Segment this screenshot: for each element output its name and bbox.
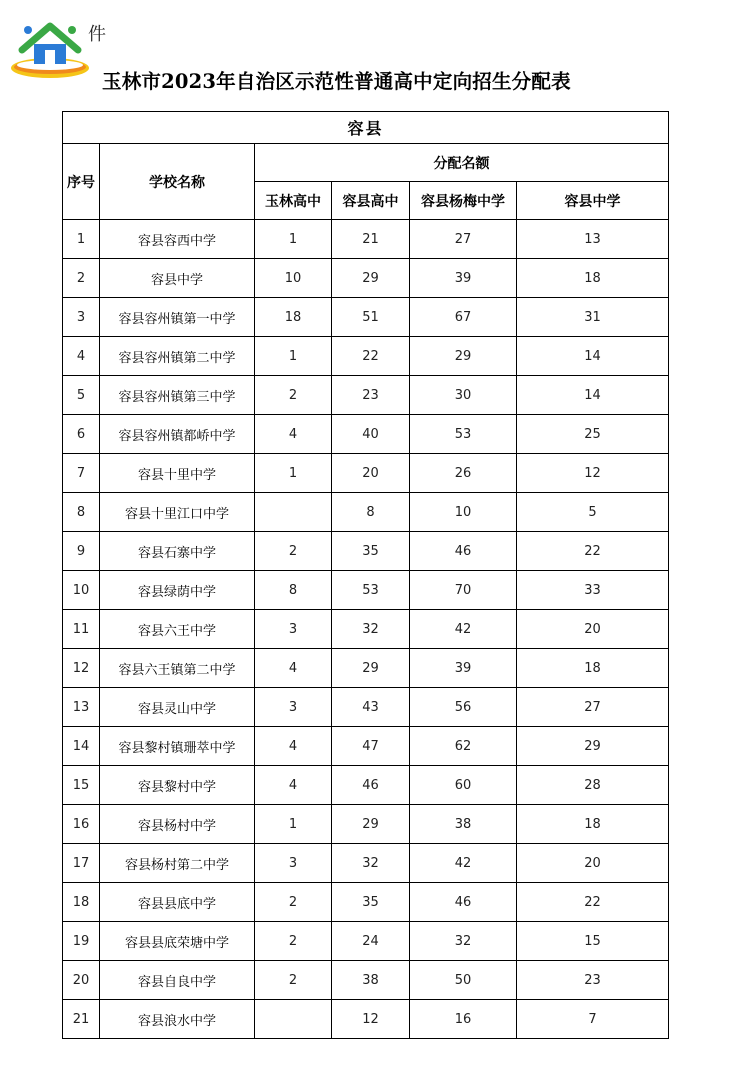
row-quota: 29 [332, 805, 410, 844]
row-quota: 32 [410, 922, 517, 961]
row-school-name: 容县容州镇第一中学 [100, 298, 255, 337]
row-quota: 8 [332, 493, 410, 532]
row-quota: 39 [410, 259, 517, 298]
row-quota: 31 [517, 298, 669, 337]
row-quota: 20 [517, 844, 669, 883]
row-school-name: 容县浪水中学 [100, 1000, 255, 1039]
table-row [63, 259, 669, 298]
row-quota: 40 [332, 415, 410, 454]
row-quota: 14 [517, 337, 669, 376]
row-quota [255, 493, 332, 532]
row-quota: 8 [255, 571, 332, 610]
row-quota: 1 [255, 220, 332, 259]
row-seq: 19 [63, 922, 100, 961]
row-quota: 51 [332, 298, 410, 337]
row-quota: 60 [410, 766, 517, 805]
row-quota: 3 [255, 688, 332, 727]
table-row [63, 649, 669, 688]
row-seq: 3 [63, 298, 100, 337]
row-quota: 32 [332, 610, 410, 649]
row-quota: 22 [517, 883, 669, 922]
row-school-name: 容县县底中学 [100, 883, 255, 922]
row-quota: 25 [517, 415, 669, 454]
row-school-name: 容县杨村第二中学 [100, 844, 255, 883]
row-school-name: 容县中学 [100, 259, 255, 298]
row-quota: 3 [255, 610, 332, 649]
row-quota: 14 [517, 376, 669, 415]
row-quota: 50 [410, 961, 517, 1000]
row-school-name: 容县容州镇都峤中学 [100, 415, 255, 454]
row-quota: 2 [255, 922, 332, 961]
table-row [63, 337, 669, 376]
row-quota: 2 [255, 883, 332, 922]
row-seq: 1 [63, 220, 100, 259]
row-quota: 29 [410, 337, 517, 376]
house-logo-icon [8, 20, 92, 82]
row-quota: 5 [517, 493, 669, 532]
row-seq: 20 [63, 961, 100, 1000]
row-seq: 11 [63, 610, 100, 649]
row-quota: 47 [332, 727, 410, 766]
row-quota: 18 [517, 649, 669, 688]
table-row [63, 1000, 669, 1039]
row-quota: 39 [410, 649, 517, 688]
table-row [63, 961, 669, 1000]
row-quota: 4 [255, 727, 332, 766]
row-quota: 27 [517, 688, 669, 727]
row-seq: 14 [63, 727, 100, 766]
row-school-name: 容县十里中学 [100, 454, 255, 493]
row-quota: 12 [332, 1000, 410, 1039]
table-row [63, 844, 669, 883]
row-quota: 43 [332, 688, 410, 727]
row-quota: 20 [517, 610, 669, 649]
row-seq: 5 [63, 376, 100, 415]
row-quota: 21 [332, 220, 410, 259]
table-row [63, 220, 669, 259]
table-row [63, 610, 669, 649]
row-seq: 4 [63, 337, 100, 376]
row-quota: 10 [410, 493, 517, 532]
table-row [63, 493, 669, 532]
page-title: 玉林市2023年自治区示范性普通高中定向招生分配表 [102, 70, 571, 93]
row-quota: 53 [332, 571, 410, 610]
row-quota: 3 [255, 844, 332, 883]
table-row [63, 571, 669, 610]
allocation-table [62, 111, 669, 1039]
table-row [63, 922, 669, 961]
row-quota: 35 [332, 883, 410, 922]
row-quota: 4 [255, 415, 332, 454]
row-quota: 32 [332, 844, 410, 883]
row-school-name: 容县黎村中学 [100, 766, 255, 805]
row-school-name: 容县杨村中学 [100, 805, 255, 844]
row-quota: 53 [410, 415, 517, 454]
row-quota: 22 [332, 337, 410, 376]
row-quota: 1 [255, 337, 332, 376]
col-school-header: 学校名称 [100, 144, 255, 220]
row-quota: 23 [517, 961, 669, 1000]
row-seq: 9 [63, 532, 100, 571]
row-seq: 16 [63, 805, 100, 844]
row-quota: 18 [517, 259, 669, 298]
row-quota: 70 [410, 571, 517, 610]
row-quota: 1 [255, 805, 332, 844]
row-quota: 28 [517, 766, 669, 805]
row-quota [255, 1000, 332, 1039]
row-quota: 10 [255, 259, 332, 298]
row-school-name: 容县县底荣塘中学 [100, 922, 255, 961]
row-quota: 7 [517, 1000, 669, 1039]
row-quota: 2 [255, 532, 332, 571]
table-row [63, 376, 669, 415]
table-row [63, 883, 669, 922]
table-row [63, 688, 669, 727]
row-seq: 6 [63, 415, 100, 454]
table-row [63, 766, 669, 805]
row-quota: 13 [517, 220, 669, 259]
row-school-name: 容县石寨中学 [100, 532, 255, 571]
table-row [63, 454, 669, 493]
row-quota: 46 [410, 532, 517, 571]
row-quota: 27 [410, 220, 517, 259]
row-quota: 38 [410, 805, 517, 844]
row-school-name: 容县自良中学 [100, 961, 255, 1000]
row-seq: 10 [63, 571, 100, 610]
row-quota: 23 [332, 376, 410, 415]
row-quota: 26 [410, 454, 517, 493]
row-quota: 62 [410, 727, 517, 766]
row-quota: 1 [255, 454, 332, 493]
row-seq: 18 [63, 883, 100, 922]
col-group-header: 分配名额 [255, 144, 669, 182]
row-quota: 42 [410, 844, 517, 883]
row-school-name: 容县绿荫中学 [100, 571, 255, 610]
row-quota: 29 [332, 259, 410, 298]
row-school-name: 容县十里江口中学 [100, 493, 255, 532]
row-seq: 7 [63, 454, 100, 493]
row-school-name: 容县六王中学 [100, 610, 255, 649]
row-quota: 56 [410, 688, 517, 727]
row-quota: 29 [332, 649, 410, 688]
col-target-header: 容县高中 [332, 182, 410, 220]
row-quota: 15 [517, 922, 669, 961]
row-seq: 8 [63, 493, 100, 532]
row-seq: 21 [63, 1000, 100, 1039]
row-seq: 15 [63, 766, 100, 805]
table-row [63, 298, 669, 337]
row-seq: 13 [63, 688, 100, 727]
col-target-header: 玉林高中 [255, 182, 332, 220]
row-quota: 4 [255, 766, 332, 805]
row-quota: 18 [255, 298, 332, 337]
row-school-name: 容县容西中学 [100, 220, 255, 259]
row-seq: 12 [63, 649, 100, 688]
row-school-name: 容县容州镇第二中学 [100, 337, 255, 376]
row-school-name: 容县黎村镇珊萃中学 [100, 727, 255, 766]
row-quota: 29 [517, 727, 669, 766]
row-seq: 2 [63, 259, 100, 298]
row-quota: 4 [255, 649, 332, 688]
row-quota: 46 [332, 766, 410, 805]
col-target-header: 容县杨梅中学 [410, 182, 517, 220]
col-target-header: 容县中学 [517, 182, 669, 220]
row-quota: 35 [332, 532, 410, 571]
table-row [63, 532, 669, 571]
row-quota: 30 [410, 376, 517, 415]
table-row [63, 805, 669, 844]
row-seq: 17 [63, 844, 100, 883]
col-seq-header: 序号 [63, 144, 100, 220]
row-school-name: 容县灵山中学 [100, 688, 255, 727]
county-header: 容县 [63, 112, 669, 144]
row-quota: 24 [332, 922, 410, 961]
row-quota: 2 [255, 961, 332, 1000]
table-row [63, 415, 669, 454]
row-school-name: 容县六王镇第二中学 [100, 649, 255, 688]
table-row [63, 727, 669, 766]
row-quota: 16 [410, 1000, 517, 1039]
row-quota: 12 [517, 454, 669, 493]
row-quota: 67 [410, 298, 517, 337]
row-quota: 46 [410, 883, 517, 922]
row-quota: 33 [517, 571, 669, 610]
attachment-label: 件 [88, 24, 106, 45]
row-quota: 38 [332, 961, 410, 1000]
row-quota: 42 [410, 610, 517, 649]
row-quota: 22 [517, 532, 669, 571]
row-quota: 20 [332, 454, 410, 493]
row-quota: 18 [517, 805, 669, 844]
row-quota: 2 [255, 376, 332, 415]
row-school-name: 容县容州镇第三中学 [100, 376, 255, 415]
